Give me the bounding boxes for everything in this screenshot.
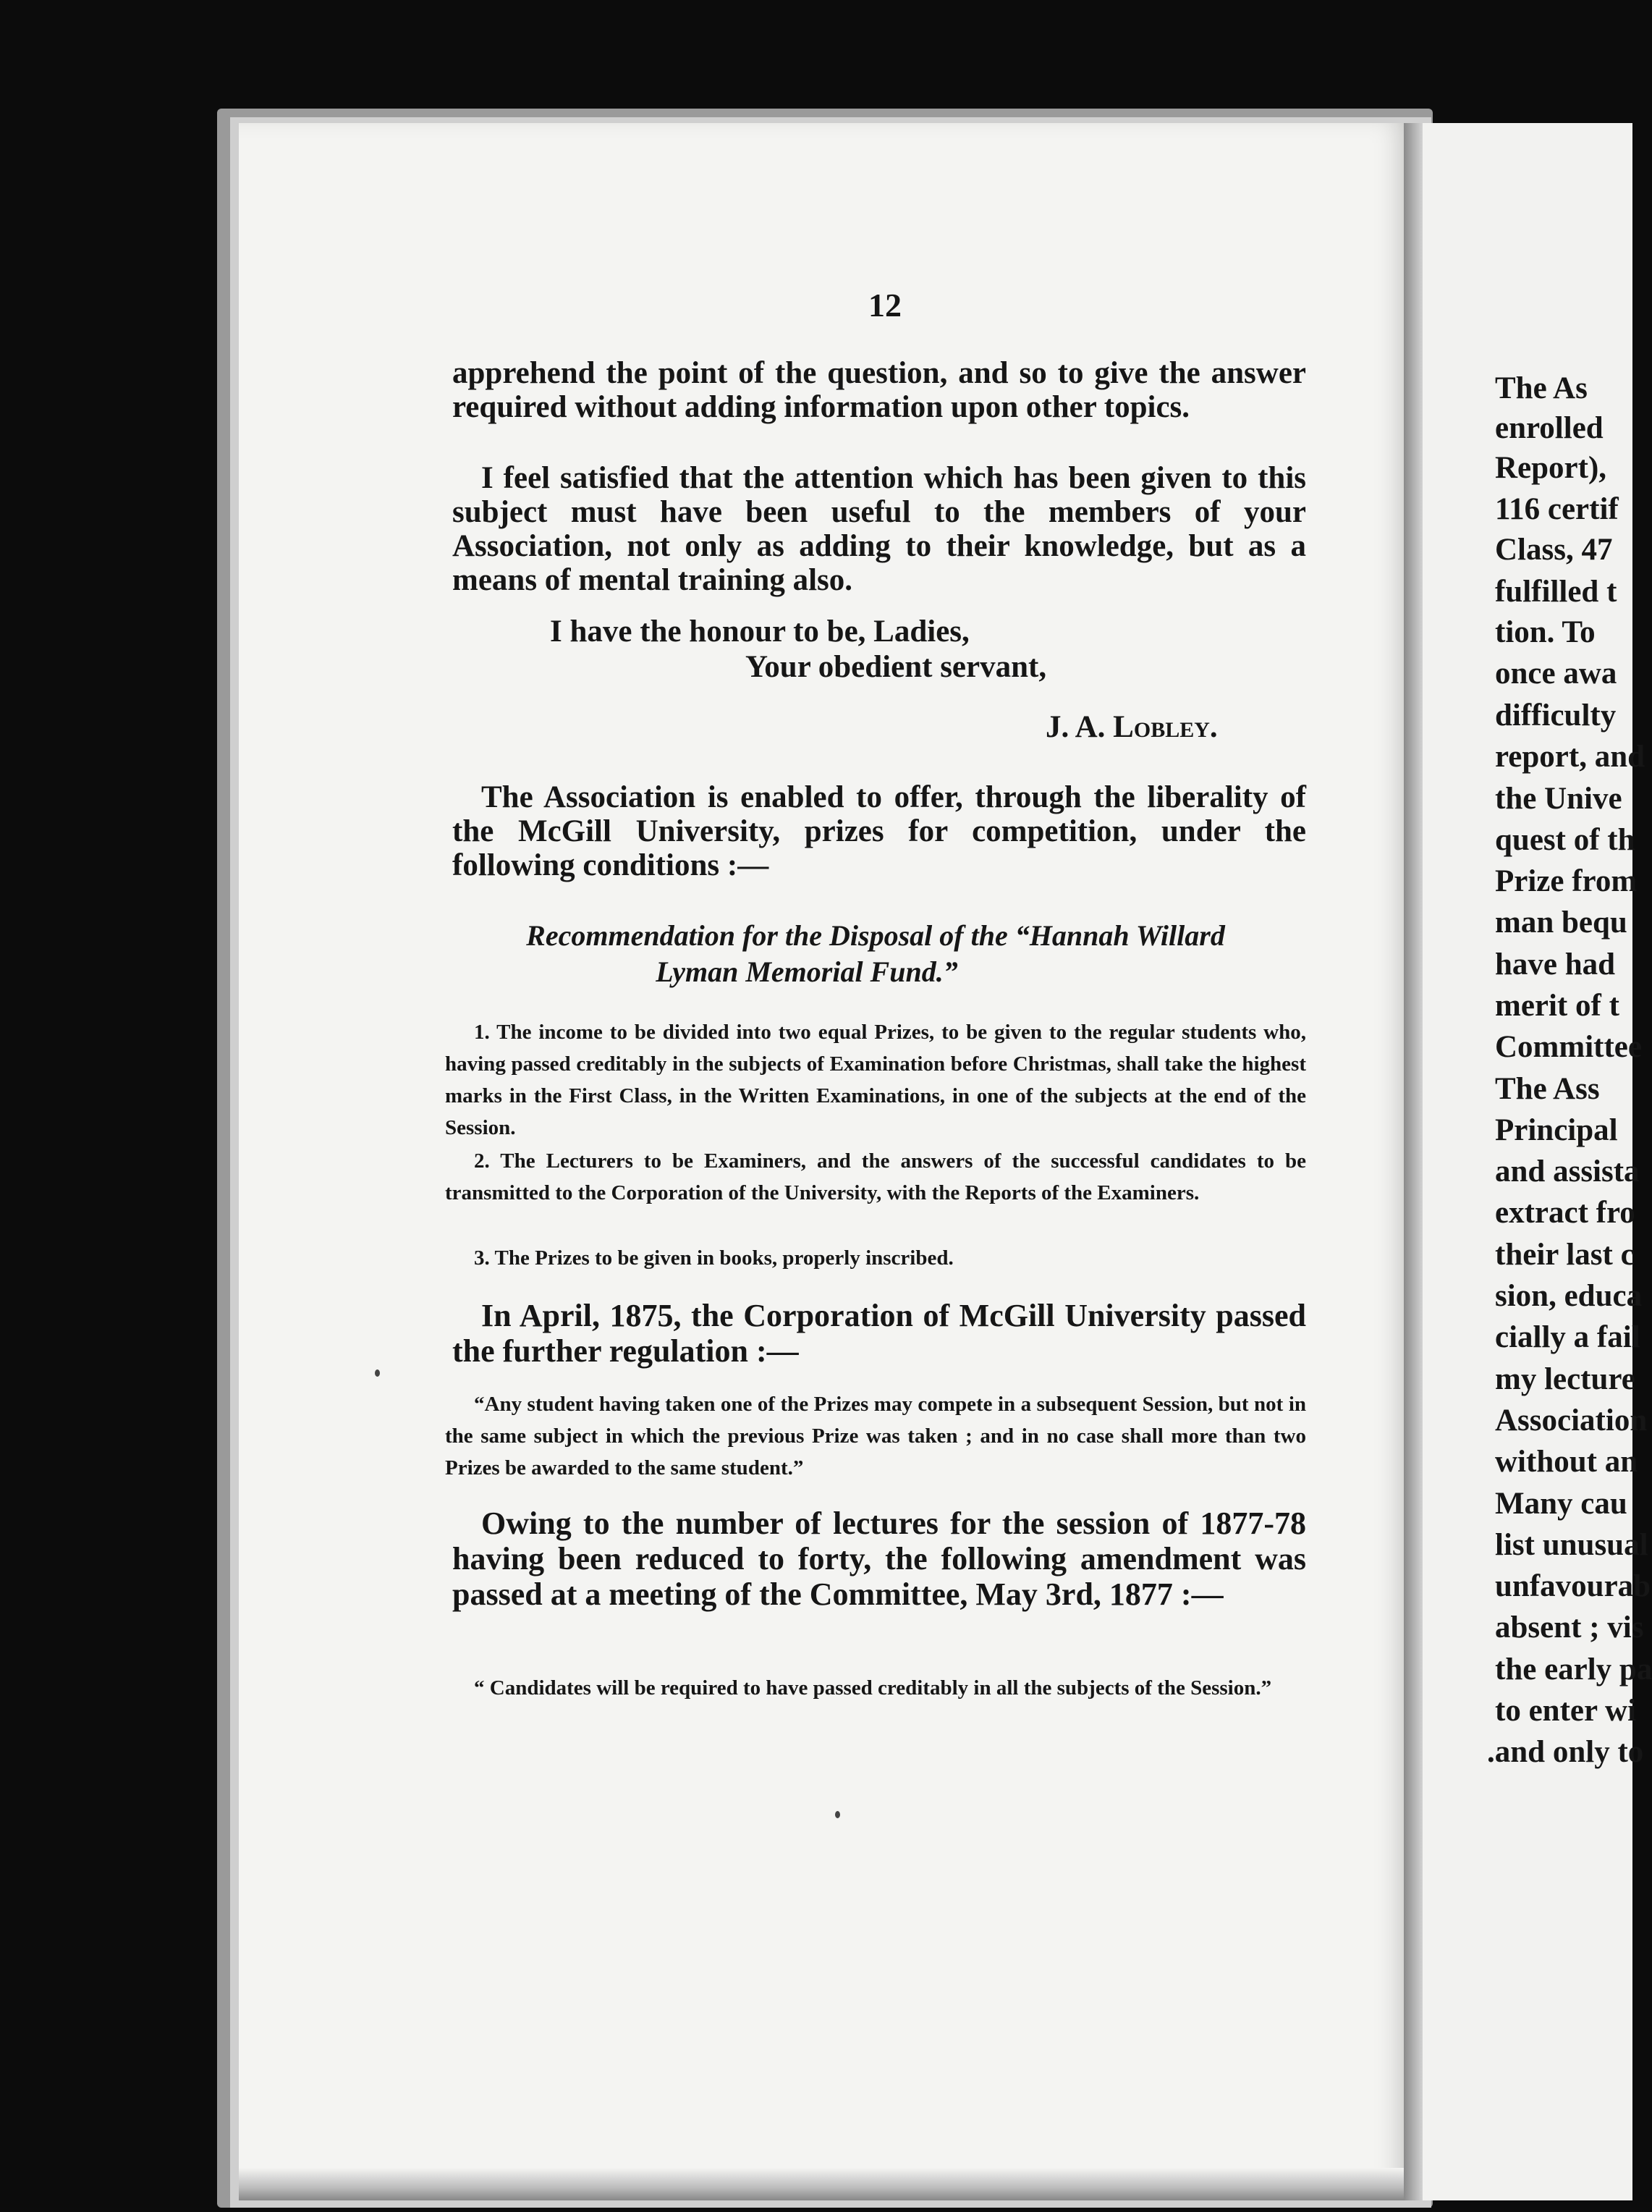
right-page-line: Report),: [1495, 451, 1607, 485]
rule-2: 2. The Lecturers to be Examiners, and the answers of the successful candidates to be transmitted to the Corporation of the University, with the Reports of the Examiners.: [445, 1149, 1306, 1204]
page-bottom-edge: [239, 2168, 1404, 2200]
right-page-line: 116 certif: [1495, 492, 1619, 526]
right-page-line: report, and: [1495, 740, 1645, 774]
right-page-line: extract fro: [1495, 1196, 1635, 1230]
right-page-line: and assista: [1495, 1154, 1640, 1189]
right-page-line: man bequ: [1495, 906, 1627, 940]
right-page-line: The Ass: [1495, 1072, 1600, 1106]
right-page-line: my lecture: [1495, 1362, 1635, 1396]
right-page-line: list unusual: [1495, 1528, 1648, 1562]
right-page-line: difficulty: [1495, 698, 1617, 733]
right-page-line: absent ; vis: [1495, 1611, 1644, 1645]
right-page-line: unfavourab: [1495, 1569, 1651, 1603]
right-page-line: fulfilled t: [1495, 575, 1617, 609]
right-page-line: once awa: [1495, 657, 1617, 691]
right-page-line: without an: [1495, 1445, 1638, 1479]
right-page-line: .and only to: [1487, 1735, 1644, 1769]
speck-mark: [375, 1369, 380, 1377]
intro-paragraph: apprehend the point of the question, and so to give the answer required without adding information upon other topics.: [452, 356, 1306, 424]
quote-candidates: “ Candidates will be required to have passed creditably in all the subjects of the Session.”: [474, 1676, 1272, 1700]
rule-1: 1. The income to be divided into two equal Prizes, to be given to the regular students who, having passed creditably in the subjects of Examination before Christmas, shall take the highest marks in the First Class, in the Written Examinations, in one of the subjects at the end of the Session.: [445, 1021, 1306, 1139]
quote-regulation: “Any student having taken one of the Prizes may compete in a subsequent Session, but not in the same subject in which the previous Prize was taken ; and in no case shall more than two Prizes be awarded to the same student.”: [445, 1393, 1306, 1479]
paragraph-association-prizes: The Association is enabled to offer, through the liberality of the McGill University, prizes for competition, under the following conditions :—: [452, 780, 1306, 882]
speck-mark: [835, 1811, 840, 1818]
right-page-line: sion, educa: [1495, 1279, 1643, 1313]
right-page-line: Committee: [1495, 1030, 1642, 1064]
right-page-line: Prize from: [1495, 864, 1638, 898]
right-page-line: to enter wi: [1495, 1694, 1637, 1728]
right-page-line: Principal: [1495, 1113, 1618, 1147]
closing-servant: Your obedient servant,: [745, 650, 1047, 684]
heading-line-2: Lyman Memorial Fund.”: [656, 955, 958, 988]
right-page-line: quest of th: [1495, 823, 1635, 857]
rule-3: 3. The Prizes to be given in books, properly inscribed.: [474, 1246, 954, 1270]
right-page-line: have had: [1495, 947, 1616, 982]
right-page-line: the Unive: [1495, 782, 1622, 816]
book-gutter: [1404, 123, 1424, 2200]
right-page-line: merit of t: [1495, 989, 1619, 1023]
right-page-line: Class, 47: [1495, 533, 1613, 567]
heading-line-1: Recommendation for the Disposal of the “Hannah Willard: [526, 919, 1225, 952]
paragraph-april-1875: In April, 1875, the Corporation of McGill University passed the further regulation :—: [452, 1298, 1306, 1369]
right-page-line: Association: [1495, 1403, 1648, 1438]
paragraph-owing: Owing to the number of lectures for the session of 1877-78 having been reduced to forty, the following amendment was passed at a meeting of the Committee, May 3rd, 1877 :—: [452, 1506, 1306, 1612]
page-number: 12: [868, 287, 902, 324]
right-page-line: the early pa: [1495, 1652, 1652, 1687]
right-page-line: cially a fail: [1495, 1320, 1640, 1354]
right-page-line: The As: [1495, 371, 1588, 405]
right-page-line: their last c: [1495, 1238, 1635, 1272]
right-page-line: Many cau: [1495, 1487, 1627, 1521]
right-page-line: tion. To: [1495, 615, 1596, 649]
right-page-line: enrolled: [1495, 411, 1604, 445]
paragraph-satisfied: I feel satisfied that the attention which has been given to this subject must have been useful to the members of your Association, not only as adding to their knowledge, but as a means of mental training also.: [452, 461, 1306, 597]
signature: J. A. Lobley.: [1046, 710, 1218, 744]
closing-salutation: I have the honour to be, Ladies,: [550, 615, 970, 649]
